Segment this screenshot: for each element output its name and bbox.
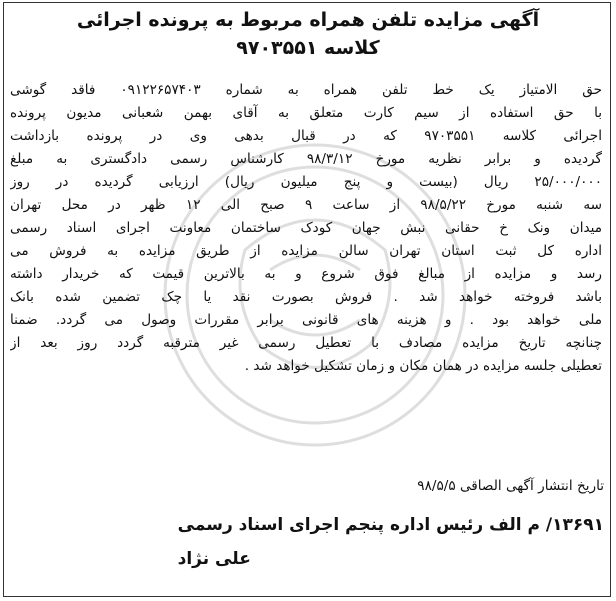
signature-block: [178, 508, 604, 576]
body-line: ۲۵/۰۰۰/۰۰۰ ریال (بیست و پنج میلیون ریال) ارزیابی گردیده در روز: [10, 174, 602, 190]
body-line: تعطیلی جلسه مزایده در همان مکان و زمان تشکیل خواهد شد .: [244, 358, 602, 374]
body-line: سه شنبه مورخ ۹۸/۵/۲۲ از ساعت ۹ صبح الی ۱۲ ظهر در محل تهران: [10, 197, 602, 213]
signer-name: علی نژاد: [177, 549, 251, 569]
body-line: میدان ونک خ حقانی نبش جهان کودک ساختمان معاونت اجرای اسناد رسمی: [10, 220, 602, 236]
notice-header: [0, 6, 616, 62]
body-line: با حق استفاده از سیم کارت متعلق به آقای بهمن شعبانی مدیون پرونده: [10, 105, 602, 121]
notice-title: آگهی مزایده تلفن همراه مربوط به پرونده اجرائی: [76, 9, 540, 31]
body-line: اجرائی کلاسه ۹۷۰۳۵۵۱ که در قبال بدهی وی در پرونده بازداشت: [10, 128, 602, 144]
signature-line: ۱۳۶۹۱/ م الف رئیس اداره پنجم اجرای اسناد رسمی: [177, 515, 604, 535]
body-line: ملی خواهد بود . و هزینه های قانونی برابر مقررات وصول می گردد. ضمنا: [10, 312, 602, 328]
body-line: رسد و مزایده از مبالغ فوق شروع و به بالاترین قیمت که خریدار داشته: [10, 266, 602, 282]
body-line: اداره کل ثبت استان تهران سالن مزایده از طریق مزایده به فروش می: [10, 243, 602, 259]
body-line: چنانچه تاریخ مزایده مصادف با تعطیل رسمی غیر مترقبه گردد روز بعد از: [10, 335, 602, 351]
body-line: گردیده و برابر نظریه مورخ ۹۸/۳/۱۲ کارشناس رسمی دادگستری به مبلغ: [10, 151, 602, 167]
publish-date: تاریخ انتشار آگهی الصاقی ۹۸/۵/۵: [417, 478, 604, 494]
body-line: حق الامتیاز یک خط تلفن همراه به شماره ۰۹۱۲۲۶۵۷۴۰۳ فاقد گوشی: [10, 82, 602, 98]
notice-body: [10, 79, 602, 378]
case-number-title: کلاسه ۹۷۰۳۵۵۱: [236, 37, 380, 59]
body-line: باشد فروخته خواهد شد . فروش بصورت نقد یا چک تضمین شده بانک: [10, 289, 602, 305]
